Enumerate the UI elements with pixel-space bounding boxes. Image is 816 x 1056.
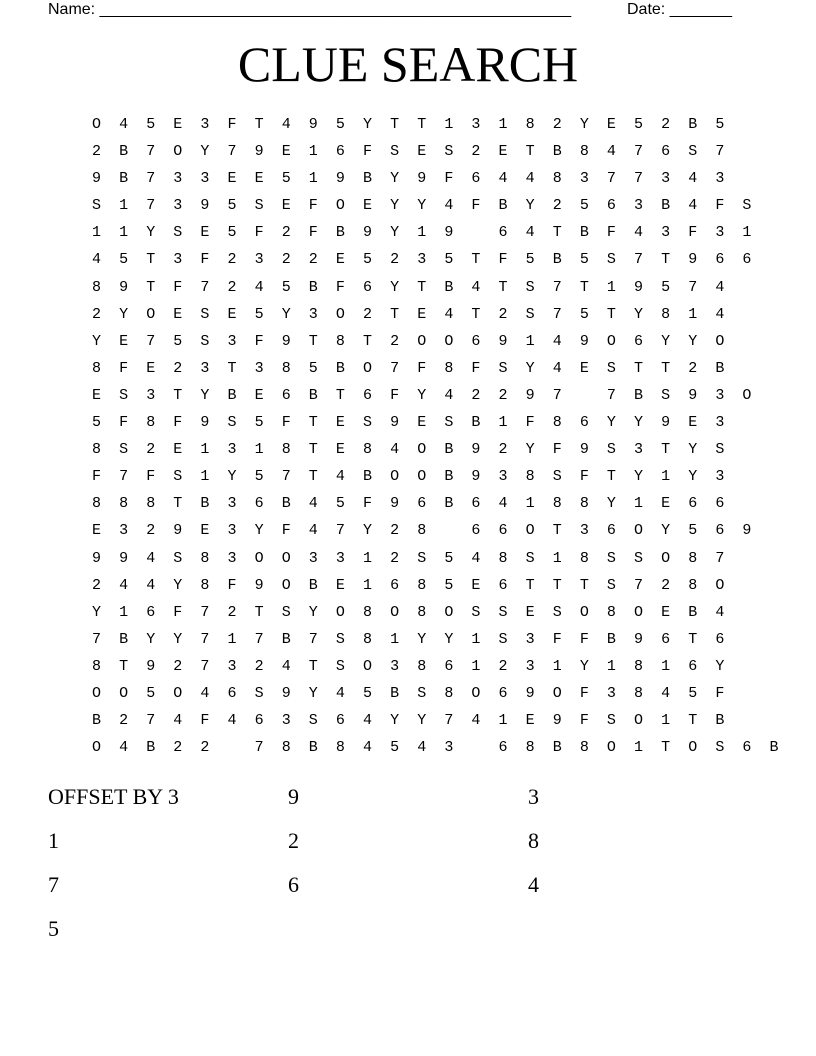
- grid-row[interactable]: 89TF7245BF6YTB4TS7T19574: [92, 278, 743, 296]
- grid-row[interactable]: 45T3F2322E5235TF5B5S7T966: [92, 251, 770, 269]
- grid-row[interactable]: O45E3FT495YTT13182YE52B5: [92, 116, 743, 133]
- word-search-grid: [92, 113, 797, 763]
- grid-row[interactable]: 8T927324TSO3861231Y1816Y: [92, 657, 743, 675]
- grid-row[interactable]: 8S2E1318TE84OB92YF9S3TYS: [92, 441, 743, 459]
- name-field[interactable]: Name: _____________________________________________________: [48, 1, 572, 18]
- clue-item: 3: [528, 784, 539, 809]
- grid-row[interactable]: 9B733EE519BY9F6448377343: [92, 170, 743, 188]
- clue-item: 8: [528, 828, 539, 853]
- grid-row[interactable]: 8FE23T385BO7F8FSY4ESTT2B: [92, 359, 743, 377]
- grid-row[interactable]: Y16F72TSYO8O8OSSESO8OEB4: [92, 603, 743, 621]
- grid-row[interactable]: YE75S3F9T8T2OO69149O6YYO: [92, 332, 743, 350]
- page-title: CLUE SEARCH: [237, 36, 579, 92]
- grid-row[interactable]: O4B22 78B84543 68B8O1TOS6B: [92, 739, 797, 757]
- grid-row[interactable]: OO5O46S9Y45BS8O69OF3845F: [92, 684, 743, 702]
- grid-row[interactable]: 2B7OY79E16FSES2ETB8476S7: [92, 143, 743, 161]
- clue-item: 2: [288, 828, 299, 853]
- grid-row[interactable]: 7BYY717B7S81YY1S3FFB96T6: [92, 630, 743, 648]
- grid-row[interactable]: F7FS1Y57T4BOOB938SFTY1Y3: [92, 468, 743, 486]
- grid-row[interactable]: E329E3YF47Y28 66OT36OY569: [92, 522, 770, 540]
- date-field[interactable]: Date: _______: [627, 1, 732, 18]
- grid-row[interactable]: 888TB36B45F96B64188Y1E66: [92, 495, 743, 513]
- grid-row[interactable]: 994S83OO3312S548S18SSO87: [92, 549, 743, 567]
- clue-item: 6: [288, 872, 299, 897]
- grid-row[interactable]: 2YOESE5Y3O2TE4T2S75TY814: [92, 305, 743, 323]
- clue-item: 4: [528, 872, 539, 897]
- clue-item: 5: [48, 916, 59, 941]
- grid-row[interactable]: S17395SEFOEYY4FBY2563B4FS: [92, 197, 770, 215]
- grid-row[interactable]: B274F463S64YY741E9FSO1TB: [92, 712, 743, 730]
- grid-row[interactable]: 11YSE5F2FB9Y19 64TBF43F31: [92, 224, 770, 242]
- clue-item: 7: [48, 872, 59, 897]
- grid-row[interactable]: ES3TYBE6BT6FY42297 7BS93O: [92, 386, 770, 404]
- clue-item: 1: [48, 828, 59, 853]
- clue-item: 9: [288, 784, 299, 809]
- clue-item: OFFSET BY 3: [48, 784, 179, 809]
- grid-row[interactable]: 5F8F9S5FTES9ESB1F86YY9E3: [92, 414, 743, 432]
- grid-row[interactable]: 244Y8F9OBE1685E6TTTS728O: [92, 576, 743, 594]
